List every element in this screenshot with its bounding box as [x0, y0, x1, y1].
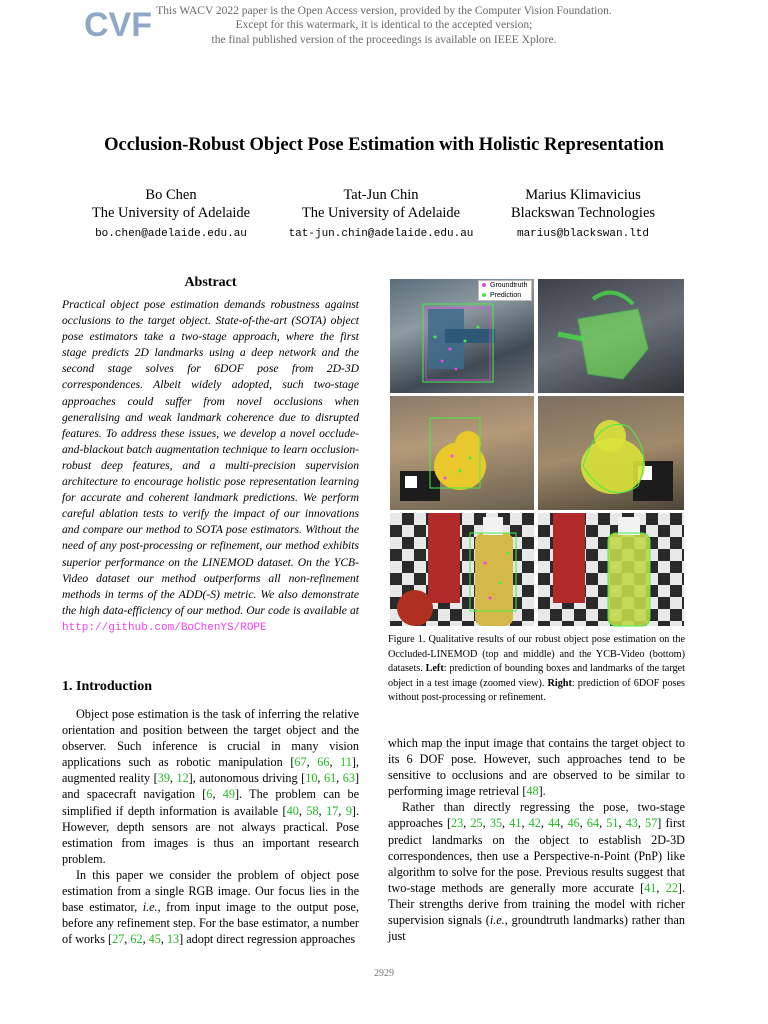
- watermark-line-1: This WACV 2022 paper is the Open Access version, provided by the Computer Vision Foundation.: [156, 5, 612, 17]
- author-affiliation: Blackswan Technologies: [510, 205, 656, 221]
- page-number: 2929: [374, 968, 394, 979]
- intro-right-column: [388, 735, 685, 944]
- legend-label: Groundtruth: [490, 282, 528, 289]
- figure-panel-occluded-linemod-boxes: [390, 279, 534, 393]
- figure-panel-ycb-pose: [538, 513, 684, 626]
- text-run: , groundtruth landmarks) rather than just: [388, 913, 685, 944]
- citation-link[interactable]: 41: [644, 880, 657, 895]
- text-run: which map the input image that contains the target object to its 6 DOF pose. However, such approaches tend to be sensitive to occlusions and are observed to be similar to performing image retrieval [: [388, 736, 685, 799]
- author-name: Bo Chen: [145, 187, 197, 203]
- text-run: ,: [336, 771, 343, 786]
- citation-link[interactable]: 57: [645, 816, 658, 831]
- text-run: ,: [124, 932, 131, 947]
- citation-link[interactable]: 11: [340, 755, 352, 770]
- italic-run: i.e.: [142, 900, 158, 915]
- author-block-3: [468, 186, 698, 243]
- text-run: ,: [599, 816, 607, 831]
- text-run: ,: [338, 803, 346, 818]
- citation-link[interactable]: 64: [586, 816, 600, 831]
- author-email[interactable]: marius@blackswan.ltd: [516, 228, 650, 240]
- bold-run: Left: [425, 663, 444, 674]
- author-affiliation: The University of Adelaide: [301, 205, 461, 221]
- paragraph: [62, 706, 359, 867]
- text-run: : prediction of bounding boxes and landmarks of the target object in a test image (zoomed view).: [388, 663, 685, 689]
- legend-item-prediction: [482, 291, 531, 301]
- text-run: ,: [142, 932, 149, 947]
- text-run: ]. Their strengths derive from training the model with richer supervision signals (: [388, 880, 686, 928]
- citation-link[interactable]: 6: [206, 787, 213, 802]
- text-run: ,: [169, 771, 177, 786]
- citation-link[interactable]: 48: [526, 784, 539, 799]
- citation-link[interactable]: 62: [130, 932, 143, 947]
- text-run: , from input image to the output pose, before any refinement step. For the base estimator, a number of works [: [62, 900, 359, 947]
- author-name: Tat-Jun Chin: [343, 187, 419, 203]
- text-run: ] and spacecraft navigation [: [62, 771, 359, 802]
- author-name: Marius Klimavicius: [525, 187, 641, 203]
- figure-legend: [478, 280, 532, 301]
- text-run: ,: [317, 771, 324, 786]
- figure-panel-occluded-linemod-pose: [538, 279, 684, 393]
- figure-panel-drawing: [538, 396, 684, 510]
- citation-link[interactable]: 35: [489, 816, 503, 831]
- citation-link[interactable]: 44: [548, 816, 561, 831]
- text-run: ,: [521, 816, 529, 831]
- legend-dot-prediction: [482, 293, 486, 297]
- figure-panel-drawing: [538, 279, 684, 393]
- text-run: Rather than directly regressing the pose, two-stage approaches [: [388, 800, 685, 831]
- citation-link[interactable]: 17: [326, 803, 339, 818]
- citation-link[interactable]: 9: [345, 803, 352, 818]
- citation-link[interactable]: 42: [528, 816, 541, 831]
- text-run: ,: [540, 816, 549, 831]
- watermark-line-2: Except for this watermark, it is identical to the accepted version;: [235, 19, 533, 31]
- paragraph: [388, 799, 685, 944]
- legend-item-groundtruth: [482, 281, 531, 291]
- figure-panel-duck-boxes: [390, 396, 534, 510]
- paragraph: [388, 735, 685, 799]
- italic-run: i.e.: [489, 913, 505, 928]
- author-email[interactable]: tat-jun.chin@adelaide.edu.au: [288, 228, 474, 240]
- figure-1: [390, 279, 684, 626]
- citation-link[interactable]: 25: [470, 816, 483, 831]
- citation-link[interactable]: 46: [567, 816, 580, 831]
- text-run: In this paper we consider the problem of object pose estimation from a single RGB image. Our focus lies in the base estimator,: [62, 867, 359, 915]
- text-run: ] adopt direct regression approaches: [179, 932, 356, 947]
- text-run: ], augmented reality [: [62, 755, 360, 786]
- figure-1-caption: [388, 633, 685, 706]
- text-run: ,: [482, 816, 490, 831]
- citation-link[interactable]: 58: [306, 803, 319, 818]
- bold-run: Right: [547, 677, 572, 689]
- citation-link[interactable]: 63: [342, 771, 355, 786]
- abstract-text: [62, 297, 359, 636]
- text-run: ].: [538, 784, 546, 799]
- text-run: ,: [463, 816, 471, 831]
- text-run: Figure 1. Qualitative results of our robust object pose estimation on the Occluded-LINEMOD (top and middle) and the YCB-Video (bottom) datasets.: [388, 634, 685, 674]
- paragraph: [62, 867, 359, 947]
- text-run: ] first predict landmarks on the object to establish 2D-3D correspondences, then use a Perspective-n-Point (PnP) like algorithm to solve for the pose. Previous results suggest that two-stage methods are generally more accurate [: [388, 816, 686, 895]
- legend-label: Prediction: [490, 291, 522, 299]
- figure-panel-drawing: [390, 396, 534, 510]
- text-run: ], autonomous driving [: [188, 771, 306, 786]
- citation-link[interactable]: 61: [323, 771, 337, 786]
- text-run: ,: [618, 816, 626, 831]
- citation-link[interactable]: 49: [222, 787, 235, 802]
- author-block-1: [56, 186, 286, 243]
- citation-link[interactable]: 41: [509, 816, 522, 831]
- figure-panel-drawing: [538, 513, 684, 626]
- text-run: ,: [656, 880, 666, 895]
- text-run: ,: [318, 803, 327, 818]
- author-email[interactable]: bo.chen@adelaide.edu.au: [95, 228, 247, 240]
- paper-title: Occlusion-Robust Object Pose Estimation with Holistic Representation: [104, 135, 664, 155]
- citation-link[interactable]: 12: [176, 771, 189, 786]
- text-run: ,: [560, 816, 568, 831]
- citation-link[interactable]: 43: [625, 816, 638, 831]
- abstract-heading: Abstract: [184, 275, 237, 290]
- legend-dot-groundtruth: [482, 283, 486, 287]
- code-link[interactable]: http://github.com/BoChenYS/ROPE: [62, 621, 267, 634]
- citation-link[interactable]: 51: [606, 816, 619, 831]
- citation-link[interactable]: 27: [112, 932, 125, 947]
- section-heading-introduction: 1. Introduction: [62, 679, 152, 694]
- citation-link[interactable]: 10: [305, 771, 318, 786]
- svg-text:CVF: CVF: [84, 6, 152, 44]
- text-run: ]. The problem can be simplified if depth information is available [: [62, 787, 359, 818]
- text-run: ,: [329, 755, 341, 770]
- citation-link[interactable]: 67: [294, 755, 307, 770]
- figure-panel-ycb-boxes: [390, 513, 534, 626]
- figure-panel-drawing: [390, 513, 534, 626]
- author-affiliation: The University of Adelaide: [91, 205, 251, 221]
- citation-link[interactable]: 13: [166, 932, 180, 947]
- citation-link[interactable]: 22: [665, 880, 678, 895]
- text-run: Object pose estimation is the task of inferring the relative orientation and position between the target object and the observer. Such inference is crucial in many vision applications such as robotic manipulation [: [62, 707, 359, 770]
- intro-left-column: [62, 706, 359, 947]
- text-run: ]. However, depth sensors are not always practical. Pose estimation from images is thus an important research problem.: [62, 803, 360, 866]
- citation-link[interactable]: 23: [451, 816, 464, 831]
- text-run: ,: [306, 755, 318, 770]
- figure-panel-duck-pose: [538, 396, 684, 510]
- text-run: : prediction of 6DOF poses without post-processing or refinement.: [388, 677, 685, 703]
- citation-link[interactable]: 40: [286, 803, 299, 818]
- text-run: ,: [579, 816, 587, 831]
- author-block-2: [266, 186, 496, 243]
- citation-link[interactable]: 66: [317, 755, 330, 770]
- text-run: ,: [502, 816, 510, 831]
- abstract-body: Practical object pose estimation demands robustness against occlusions to the target object. State-of-the-art (SOTA) object pose estimators take a two-stage approach, where the first stage predicts 2D landmarks using a deep network and the second stage solves for 6DOF pose from 2D-3D correspondences. Albeit widely adopted, such two-stage approaches could suffer from novel occlusions when generalising and weak landmark coherence due to disrupted features. To address these issues, we develop a novel occlude-and-blackout batch augmentation technique to learn occlusion-robust deep features, and a multi-precision supervision architecture to encourage holistic pose representation learning for accurate and coherent landmark predictions. We perform careful ablation tests to verify the impact of our innovations and compare our method to SOTA pose estimators. Without the need of any post-processing or refinement, our method exhibits superior performance on the LINEMOD dataset. On the YCB-Video dataset our method outperforms all non-refinement methods in terms of the ADD(-S) metric. We also demonstrate the high data-efficiency of our method. Our code is available at: [62, 298, 359, 617]
- text-run: ,: [212, 787, 223, 802]
- citation-link[interactable]: 39: [157, 771, 170, 786]
- text-run: ,: [637, 816, 646, 831]
- citation-link[interactable]: 45: [148, 932, 161, 947]
- text-run: ,: [298, 803, 307, 818]
- watermark-line-3: the final published version of the proceedings is available on IEEE Xplore.: [211, 34, 557, 46]
- text-run: ,: [160, 932, 167, 947]
